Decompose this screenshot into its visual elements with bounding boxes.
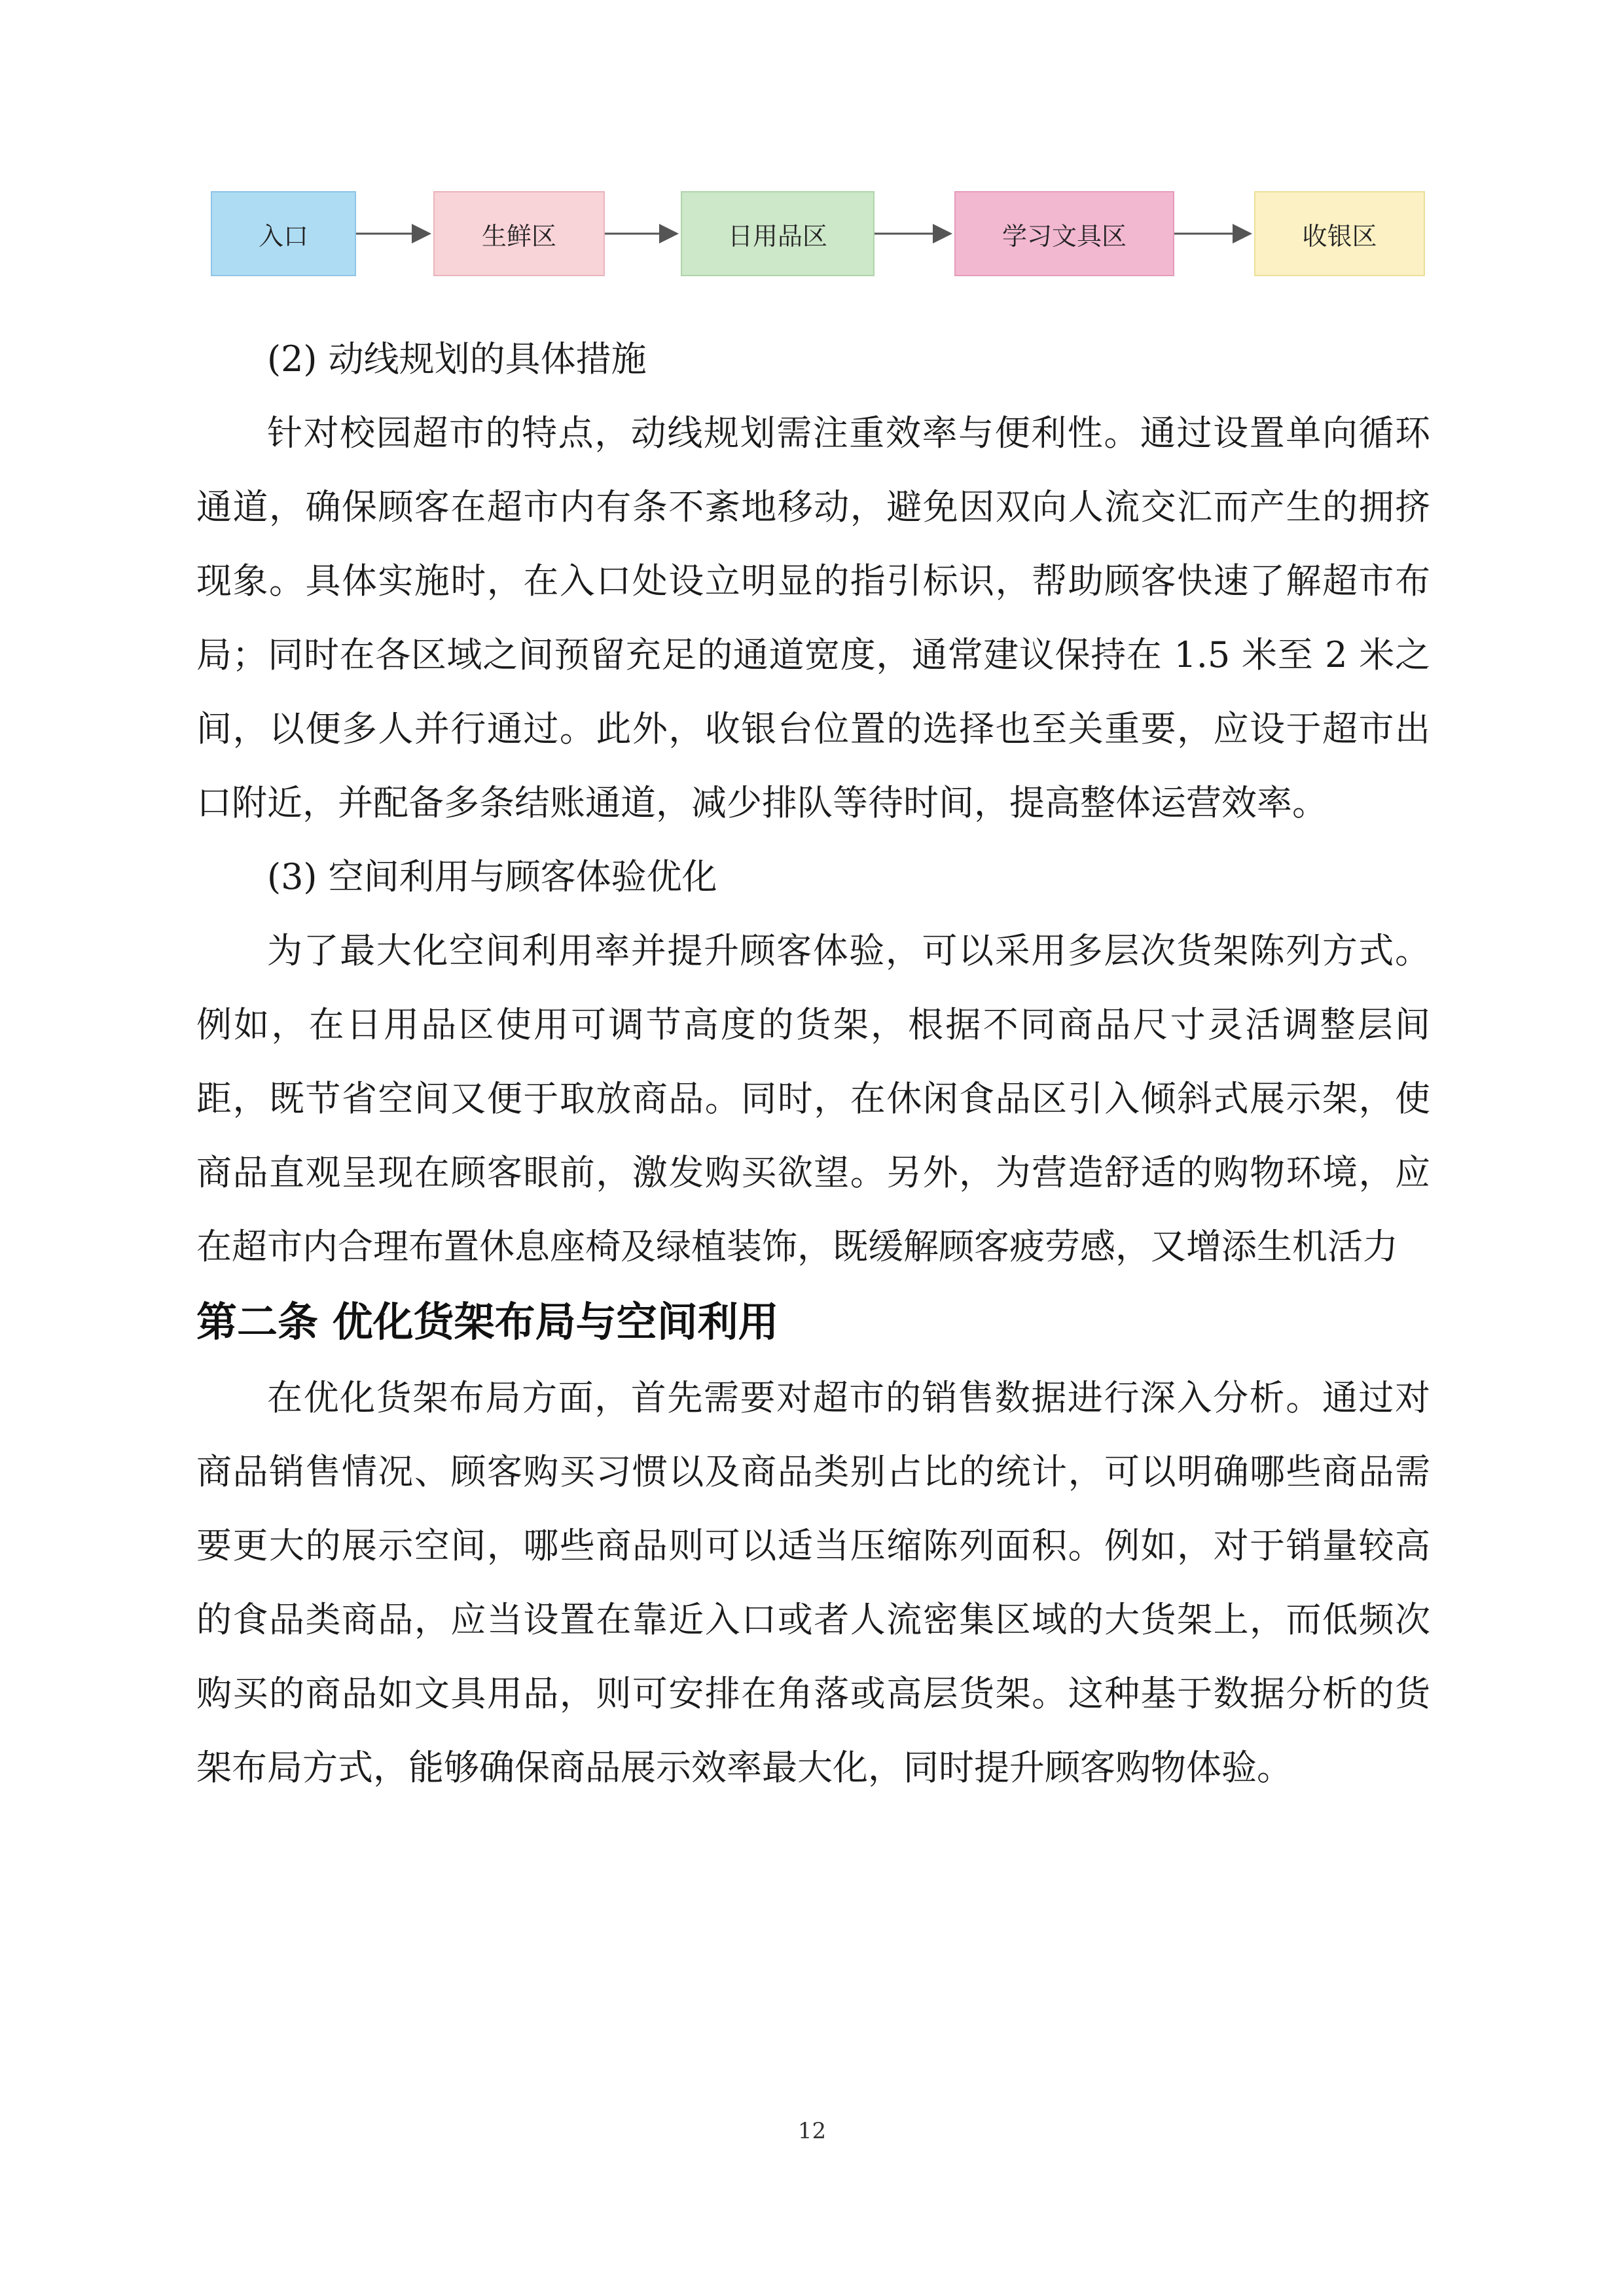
- flow-node-stationery: 学习文具区: [954, 191, 1174, 276]
- paragraph-route-measures: 针对校园超市的特点，动线规划需注重效率与便利性。通过设置单向循环通道，确保顾客在超市内有条不紊地移动，避免因双向人流交汇而产生的拥挤现象。具体实施时，在入口处设立明显的指引标识，帮助顾客快速了解超市布局；同时在各区域之间预留充足的通道宽度，通常建议保持在 1.5 米至 2 米之间，以便多人并行通过。此外，收银台位置的选择也至关重要，应设于超市出口附近，并配备多条结账通道，减少排队等待时间，提高整体运营效率。: [196, 412, 1430, 823]
- page-number: 12: [797, 2118, 827, 2144]
- article-title: 第二条 优化货架布局与空间利用: [196, 1298, 779, 1346]
- flow-node-fresh: 生鲜区: [433, 191, 605, 276]
- document-body: [196, 322, 1430, 1804]
- paragraph-shelf-layout: 在优化货架布局方面，首先需要对超市的销售数据进行深入分析。通过对商品销售情况、顾客购买习惯以及商品类别占比的统计，可以明确哪些商品需要更大的展示空间，哪些商品则可以适当压缩陈列面积。例如，对于销量较高的食品类商品，应当设置在靠近入口或者人流密集区域的大货架上，而低频次购买的商品如文具用品，则可安排在角落或高层货架。这种基于数据分析的货架布局方式，能够确保商品展示效率最大化，同时提升顾客购物体验。: [196, 1377, 1430, 1788]
- subheading-route-measures: (2) 动线规划的具体措施: [267, 338, 647, 380]
- flow-node-entrance: 入口: [211, 191, 356, 276]
- flow-node-daily-goods: 日用品区: [681, 191, 875, 276]
- paragraph-space-experience: 为了最大化空间利用率并提升顾客体验，可以采用多层次货架陈列方式。例如，在日用品区使用可调节高度的货架，根据不同商品尺寸灵活调整层间距，既节省空间又便于取放商品。同时，在休闲食品区引入倾斜式展示架，使商品直观呈现在顾客眼前，激发购买欲望。另外，为营造舒适的购物环境，应在超市内合理布置休息座椅及绿植装饰，既缓解顾客疲劳感，又增添生机活力: [196, 930, 1430, 1267]
- subheading-space-experience: (3) 空间利用与顾客体验优化: [267, 856, 717, 897]
- flow-node-cashier: 收银区: [1254, 191, 1425, 276]
- flowchart: [211, 191, 1425, 276]
